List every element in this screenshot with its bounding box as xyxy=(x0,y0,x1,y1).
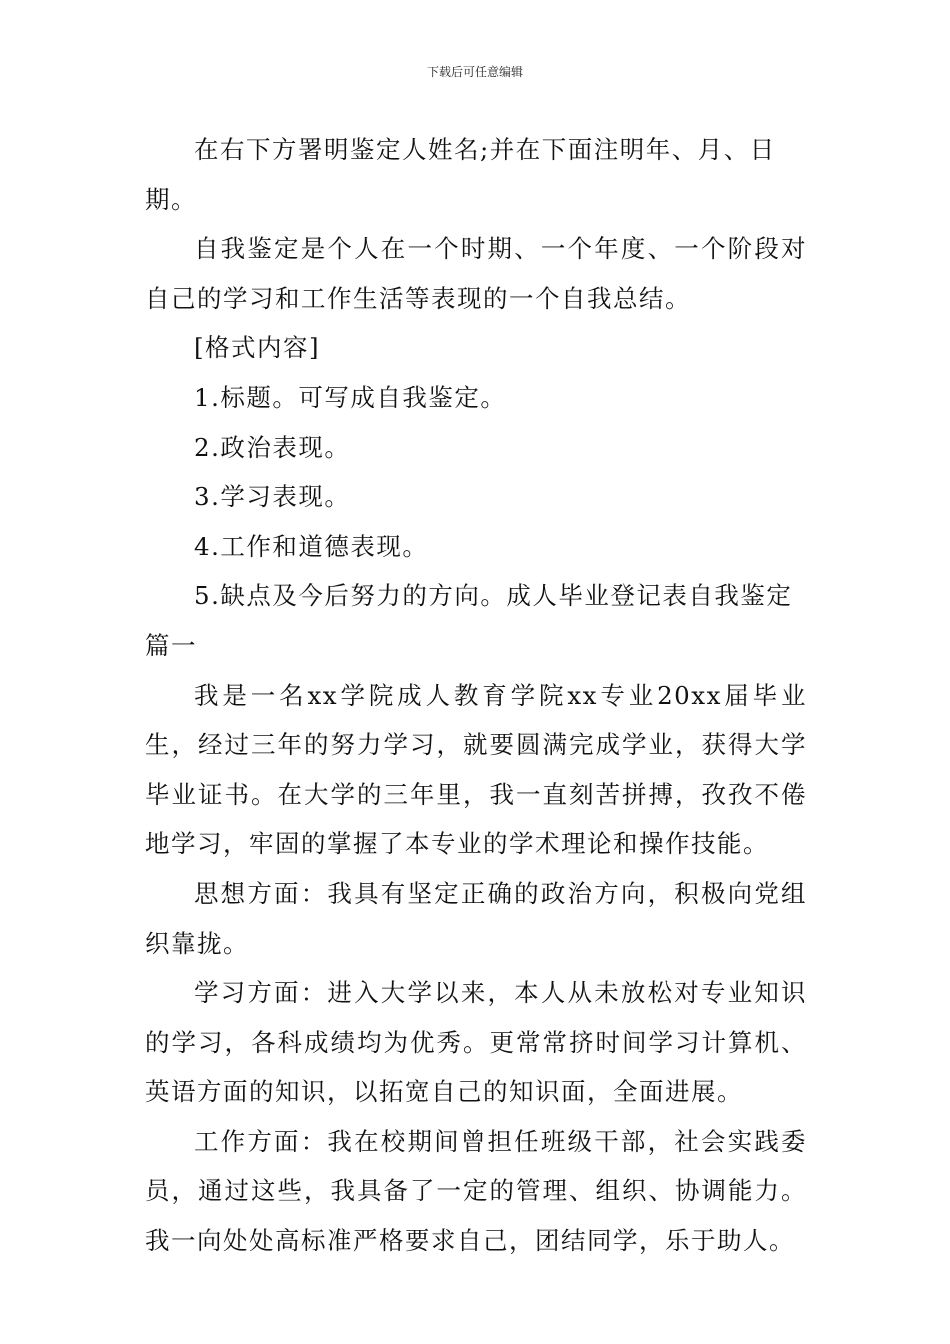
paragraph-introduction: 我是一名xx学院成人教育学院xx专业20xx届毕业生，经过三年的努力学习，就要圆满完成学业，获得大学毕业证书。在大学的三年里，我一直刻苦拼搏，孜孜不倦地学习，牢固的掌握了本专业的学术理论和操作技能。 xyxy=(145,680,807,859)
list-item-shortcomings: 5.缺点及今后努力的方向。成人毕业登记表自我鉴定篇一 xyxy=(145,581,793,660)
list-item-work-ethics: 4.工作和道德表现。 xyxy=(194,531,429,561)
list-item-study: 3.学习表现。 xyxy=(194,482,351,512)
list-item-title: 1.标题。可写成自我鉴定。 xyxy=(194,382,507,412)
paragraph-work: 工作方面：我在校期间曾担任班级干部，社会实践委员，通过这些，我具备了一定的管理、组织、协调能力。我一向处处高标准严格要求自己，团结同学，乐于助人。 xyxy=(145,1126,807,1256)
document-body xyxy=(145,125,807,1266)
paragraph-definition: 自我鉴定是个人在一个时期、一个年度、一个阶段对自己的学习和工作生活等表现的一个自我总结。 xyxy=(145,234,807,313)
list-item-political: 2.政治表现。 xyxy=(194,432,351,462)
paragraph-signature-note: 在右下方署明鉴定人姓名;并在下面注明年、月、日期。 xyxy=(145,135,776,214)
paragraph-study: 学习方面：进入大学以来，本人从未放松对专业知识的学习，各科成绩均为优秀。更常常挤时间学习计算机、英语方面的知识，以拓宽自己的知识面，全面进展。 xyxy=(145,978,807,1107)
paragraph-thought: 思想方面：我具有坚定正确的政治方向，积极向党组织靠拢。 xyxy=(145,878,807,958)
page-header: 下载后可任意编辑 xyxy=(426,65,523,79)
paragraph-format-heading: [格式内容] xyxy=(194,333,321,363)
